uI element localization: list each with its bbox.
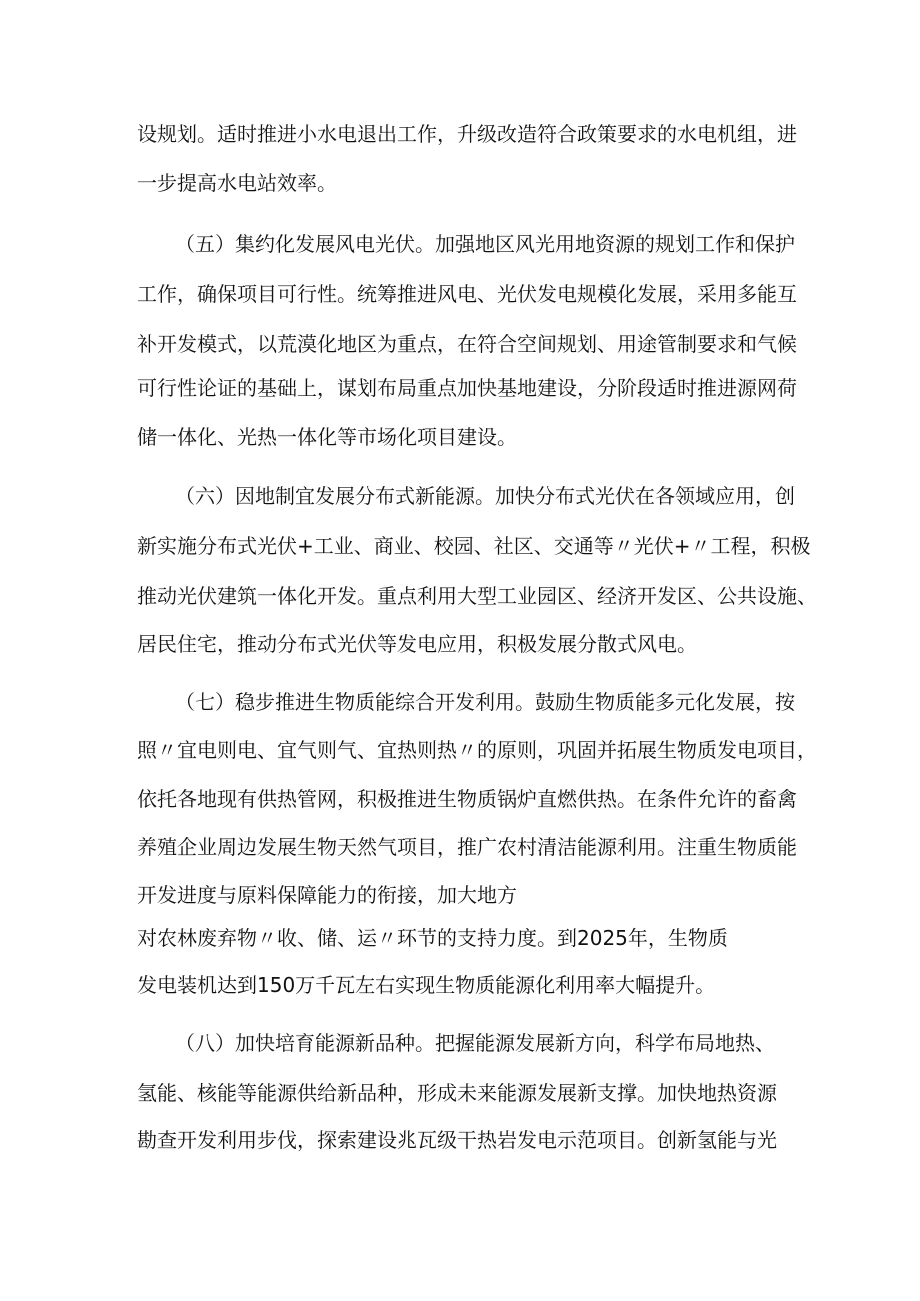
text-line-3: （五）集约化发展风电光伏。加强地区风光用地资源的规划工作和保护 (175, 232, 795, 256)
text-line-14: 依托各地现有供热管网，积极推进生物质锅炉直燃供热。在条件允许的畜禽 (137, 787, 797, 811)
text-line-12: （七）稳步推进生物质能综合开发利用。鼓励生物质能多元化发展，按 (175, 690, 795, 714)
text-line-1: 设规划。适时推进小水电退出工作，升级改造符合政策要求的水电机组，进 (137, 122, 797, 146)
text-line-17: 对农林废弃物〃收、储、运〃环节的支持力度。到2025年，生物质 (137, 926, 728, 950)
text-line-2: 一步提高水电站效率。 (137, 171, 337, 195)
text-line-19: （八）加快培育能源新品种。把握能源发展新方向，科学布局地热、 (175, 1031, 775, 1055)
text-line-18: 发电装机达到150万千瓦左右实现生物质能源化利用率大幅提升。 (137, 973, 716, 997)
text-line-9: 新实施分布式光伏+工业、商业、校园、社区、交通等〃光伏+〃工程，积极 (137, 534, 811, 558)
text-line-5: 补开发模式，以荒漠化地区为重点，在符合空间规划、用途管制要求和气候 (137, 332, 797, 356)
text-line-16: 开发进度与原料保障能力的衔接，加大地方 (137, 883, 517, 907)
text-line-8: （六）因地制宜发展分布式新能源。加快分布式光伏在各领域应用，创 (175, 484, 795, 508)
text-line-6: 可行性论证的基础上，谋划布局重点加快基地建设，分阶段适时推进源网荷 (137, 376, 797, 400)
text-line-7: 储一体化、光热一体化等市场化项目建设。 (137, 425, 517, 449)
text-line-4: 工作，确保项目可行性。统筹推进风电、光伏发电规模化发展，采用多能互 (137, 282, 797, 306)
text-line-11: 居民住宅，推动分布式光伏等发电应用，积极发展分散式风电。 (137, 632, 697, 656)
text-line-21: 勘查开发利用步伐，探索建设兆瓦级干热岩发电示范项目。创新氢能与光 (137, 1128, 777, 1152)
text-line-15: 养殖企业周边发展生物天然气项目，推广农村清洁能源利用。注重生物质能 (137, 835, 797, 859)
text-line-13: 照〃宜电则电、宜气则气、宜热则热〃的原则，巩固并拓展生物质发电项目， (137, 738, 817, 762)
text-line-10: 推动光伏建筑一体化开发。重点利用大型工业园区、经济开发区、公共设施、 (137, 584, 817, 608)
text-line-20: 氢能、核能等能源供给新品种，形成未来能源发展新支撑。加快地热资源 (137, 1081, 777, 1105)
